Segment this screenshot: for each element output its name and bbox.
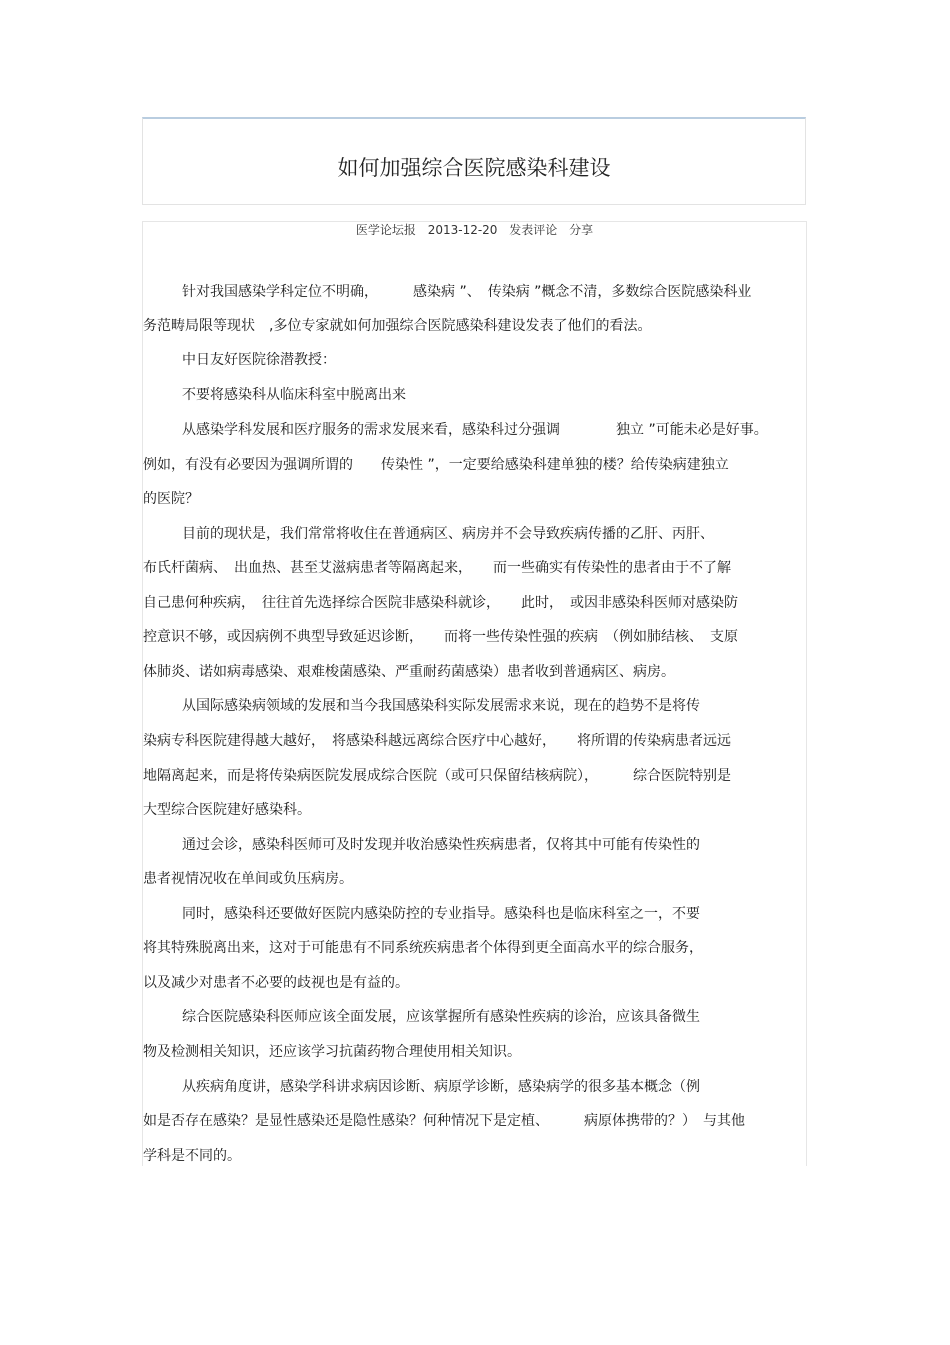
article-source: 医学论坛报 bbox=[355, 223, 416, 237]
paragraph-line: 从国际感染病领域的发展和当今我国感染科实际发展需求来说，现在的趋势不是将传 bbox=[182, 698, 700, 714]
paragraph-line: 通过会诊，感染科医师可及时发现并收治感染性疾病患者，仅将其中可能有传染性的 bbox=[182, 837, 700, 853]
paragraph-line: 以及减少对患者不必要的歧视也是有益的。 bbox=[143, 975, 409, 991]
paragraph-line: 学科是不同的。 bbox=[143, 1148, 241, 1164]
paragraph-line: 如是否存在感染？是显性感染还是隐性感染？何种情况下是定植、 病原体携带的？） 与其他 bbox=[143, 1113, 745, 1129]
share-link[interactable]: 分享 bbox=[569, 223, 594, 237]
article-date: 2013-12-20 bbox=[427, 223, 498, 237]
paragraph-line: 大型综合医院建好感染科。 bbox=[143, 802, 311, 818]
paragraph-line: 的医院？ bbox=[143, 491, 199, 507]
paragraph-line: 将其特殊脱离出来，这对于可能患有不同系统疾病患者个体得到更全面高水平的综合服务， bbox=[143, 940, 703, 956]
article-meta bbox=[143, 222, 806, 238]
title-box bbox=[142, 117, 806, 205]
paragraph-line: 体肺炎、诺如病毒感染、艰难梭菌感染、严重耐药菌感染）患者收到普通病区、病房。 bbox=[143, 664, 675, 680]
paragraph-line: 物及检测相关知识，还应该学习抗菌药物合理使用相关知识。 bbox=[143, 1044, 521, 1060]
paragraph-line: 染病专科医院建得越大越好， 将感染科越远离综合医疗中心越好， 将所谓的传染病患者远远 bbox=[143, 733, 731, 749]
paragraph-line: 务范畴局限等现状 ,多位专家就如何加强综合医院感染科建设发表了他们的看法。 bbox=[143, 318, 652, 334]
paragraph-line: 患者视情况收在单间或负压病房。 bbox=[143, 871, 353, 887]
paragraph-line: 同时，感染科还要做好医院内感染防控的专业指导。感染科也是临床科室之一，不要 bbox=[182, 906, 700, 922]
paragraph-line: 目前的现状是，我们常常将收住在普通病区、病房并不会导致疾病传播的乙肝、丙肝、 bbox=[182, 526, 714, 542]
comment-link[interactable]: 发表评论 bbox=[509, 223, 558, 237]
paragraph-line: 布氏杆菌病、 出血热、甚至艾滋病患者等隔离起来， 而一些确实有传染性的患者由于不了解 bbox=[143, 560, 731, 576]
paragraph-line: 中日友好医院徐潜教授： bbox=[182, 352, 336, 368]
paragraph-line: 自己患何种疾病， 往往首先选择综合医院非感染科就诊， 此时， 或因非感染科医师对感染防 bbox=[143, 595, 738, 611]
paragraph-line: 控意识不够，或因病例不典型导致延迟诊断， 而将一些传染性强的疾病 （例如肺结核、 支原 bbox=[143, 629, 738, 645]
paragraph-line: 综合医院感染科医师应该全面发展，应该掌握所有感染性疾病的诊治，应该具备微生 bbox=[182, 1009, 700, 1025]
section-heading: 不要将感染科从临床科室中脱离出来 bbox=[182, 387, 406, 403]
article-title: 如何加强综合医院感染科建设 bbox=[337, 156, 611, 180]
paragraph-line: 例如，有没有必要因为强调所谓的 传染性 ”，一定要给感染科建单独的楼？给传染病建独立 bbox=[143, 457, 729, 473]
paragraph-line: 针对我国感染学科定位不明确， 感染病 ”、 传染病 ”概念不清，多数综合医院感染科业 bbox=[182, 284, 752, 300]
paragraph-line: 地隔离起来，而是将传染病医院发展成综合医院（或可只保留结核病院）， 综合医院特别是 bbox=[143, 768, 731, 784]
paragraph-line: 从疾病角度讲，感染学科讲求病因诊断、病原学诊断，感染病学的很多基本概念（例 bbox=[182, 1079, 700, 1095]
paragraph-line: 从感染学科发展和医疗服务的需求发展来看，感染科过分强调 独立 ”可能未必是好事。 bbox=[182, 422, 768, 438]
